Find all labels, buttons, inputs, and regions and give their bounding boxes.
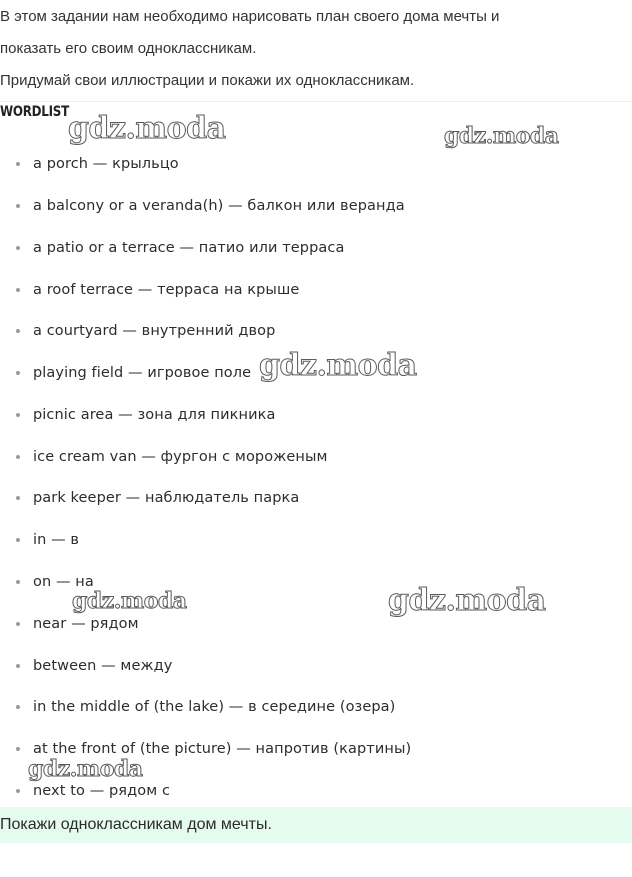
watermark-logo: gdz.moda (388, 583, 546, 618)
list-item-text: a courtyard — внутренний двор (33, 323, 276, 339)
watermark-logo: gdz.moda (28, 756, 143, 782)
bullet-icon (16, 204, 20, 208)
wordlist-title: WORDLIST (0, 104, 69, 120)
intro-line-2: показать его своим одноклассникам. (0, 40, 257, 57)
list-item (16, 153, 179, 175)
list-item (16, 279, 299, 301)
list-item-text: ice cream van — фургон с мороженым (33, 449, 328, 465)
list-item-text: park keeper — наблюдатель парка (33, 490, 300, 506)
watermark-logo: gdz.moda (259, 348, 417, 383)
bullet-icon (16, 162, 20, 166)
intro-line-3: Придумай свои иллюстрации и покажи их одноклассникам. (0, 72, 415, 89)
list-item (16, 529, 79, 551)
list-item-text: picnic area — зона для пикника (33, 407, 276, 423)
list-item-text: next to — рядом с (33, 783, 171, 799)
list-item-text: between — между (33, 658, 173, 674)
result-banner (0, 807, 632, 843)
list-item-text: playing field — игровое поле (33, 365, 252, 381)
bullet-icon (16, 455, 20, 459)
list-item-text: on — на (33, 574, 94, 590)
list-item (16, 446, 328, 468)
list-item-text: in — в (33, 532, 80, 548)
watermark-logo: gdz.moda (444, 123, 559, 149)
list-item-text: a roof terrace — терраса на крыше (33, 282, 300, 298)
watermark-logo: gdz.moda (72, 588, 187, 614)
list-item (16, 362, 251, 384)
list-item-text: a balcony or a veranda(h) — балкон или веранда (33, 198, 405, 214)
list-item (16, 487, 299, 509)
bullet-icon (16, 789, 20, 793)
watermark-logo: gdz.moda (68, 111, 226, 146)
list-item-text: in the middle of (the lake) — в середине (озера) (33, 699, 396, 715)
intro-line-1: В этом задании нам необходимо нарисовать план своего дома мечты и (0, 8, 500, 25)
list-item (16, 696, 395, 718)
bullet-icon (16, 329, 20, 333)
bullet-icon (16, 622, 20, 626)
list-item-text: at the front of (the picture) — напротив (картины) (33, 741, 412, 757)
bullet-icon (16, 246, 20, 250)
bullet-icon (16, 538, 20, 542)
section-divider (0, 101, 632, 102)
result-text: Покажи одноклассникам дом мечты. (0, 816, 272, 833)
bullet-icon (16, 288, 20, 292)
bullet-icon (16, 747, 20, 751)
list-item (16, 404, 275, 426)
bullet-icon (16, 705, 20, 709)
bullet-icon (16, 413, 20, 417)
list-item (16, 195, 405, 217)
list-item-text: a patio or a terrace — патио или терраса (33, 240, 345, 256)
bullet-icon (16, 580, 20, 584)
list-item (16, 237, 344, 259)
list-item-text: near — рядом (33, 616, 139, 632)
list-item (16, 780, 170, 802)
list-item (16, 320, 275, 342)
bullet-icon (16, 664, 20, 668)
list-item-text: a porch — крыльцо (33, 156, 179, 172)
bullet-icon (16, 496, 20, 500)
list-item (16, 613, 139, 635)
list-item (16, 655, 172, 677)
bullet-icon (16, 371, 20, 375)
